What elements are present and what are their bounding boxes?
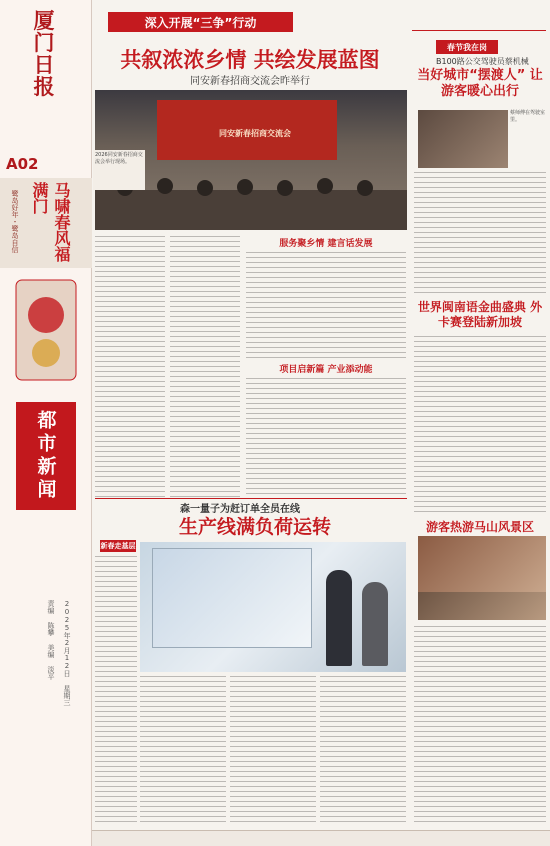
lead-body-col-2 xyxy=(170,236,240,498)
second-body-col-3 xyxy=(320,676,406,826)
lead-headline: 共叙浓浓乡情 共绘发展蓝图 xyxy=(120,48,380,72)
page-number: A02 xyxy=(6,155,39,173)
right-photo-2 xyxy=(418,536,546,592)
right-photo xyxy=(418,110,508,168)
lead-col-head-1: 服务聚乡情 建言话发展 xyxy=(279,239,373,249)
slogan-title: 马啸春风福满门 xyxy=(30,182,71,262)
second-body-col-2 xyxy=(230,676,316,826)
display-screen xyxy=(152,548,312,648)
second-kicker: 森一量子为赶订单全员在线 xyxy=(180,504,300,515)
lead-photo-caption: 2026同安新春招商交流会举行现场。 xyxy=(93,150,145,190)
person-figure xyxy=(362,582,388,666)
right-headline-3: 游客热游马山风景区 xyxy=(425,520,534,534)
masthead-char: 日 xyxy=(33,52,55,77)
right-photo-caption: 蔡师傅在驾驶室里。 xyxy=(510,110,546,123)
right-kicker: B100路公交驾驶员蔡机械 xyxy=(436,57,529,66)
right-body-3 xyxy=(414,626,546,826)
second-body-col-1 xyxy=(140,676,226,826)
right-body-2 xyxy=(414,336,546,514)
page-footer xyxy=(92,830,550,846)
lead-body-col-3 xyxy=(246,252,406,358)
editor-credit: 责编 陈攀 美编 淡平 xyxy=(47,600,55,680)
festive-decoration-icon xyxy=(6,275,86,385)
section-label: 都市新闻 xyxy=(16,402,76,510)
stage-text: 同安新春招商交流会 xyxy=(219,129,291,138)
masthead xyxy=(14,10,74,120)
second-body-side xyxy=(95,556,137,826)
second-side-tag: 新春走基层 xyxy=(100,542,136,550)
masthead-char: 门 xyxy=(33,30,55,55)
lead-body-col-4 xyxy=(246,378,406,496)
lead-kicker: 深入开展“三争”行动 xyxy=(108,12,293,32)
issue-date: 2025年2月12日 星期三 xyxy=(63,600,71,706)
second-photo xyxy=(140,542,406,672)
lead-body-col-1 xyxy=(95,236,165,498)
story-separator xyxy=(95,498,407,499)
right-photo-3 xyxy=(418,592,546,620)
right-tag: 春节我在岗 xyxy=(436,40,498,54)
right-column-rule xyxy=(412,30,546,31)
right-headline-2: 世界闽南语金曲盛典 外卡赛登陆新加坡 xyxy=(417,300,543,329)
right-headline: 当好城市“摆渡人” 让游客暖心出行 xyxy=(417,68,543,99)
masthead-char: 报 xyxy=(33,74,55,99)
masthead-char: 厦 xyxy=(33,8,55,33)
lead-col-head-2: 项目启新篇 产业添动能 xyxy=(279,365,373,375)
slogan-subtitle: 鹭岛好年・鹭岛自信 xyxy=(11,190,19,253)
right-body-1 xyxy=(414,172,546,296)
person-figure xyxy=(326,570,352,666)
second-headline: 生产线满负荷运转 xyxy=(178,516,331,538)
lead-subhead: 同安新春招商交流会昨举行 xyxy=(190,76,310,87)
